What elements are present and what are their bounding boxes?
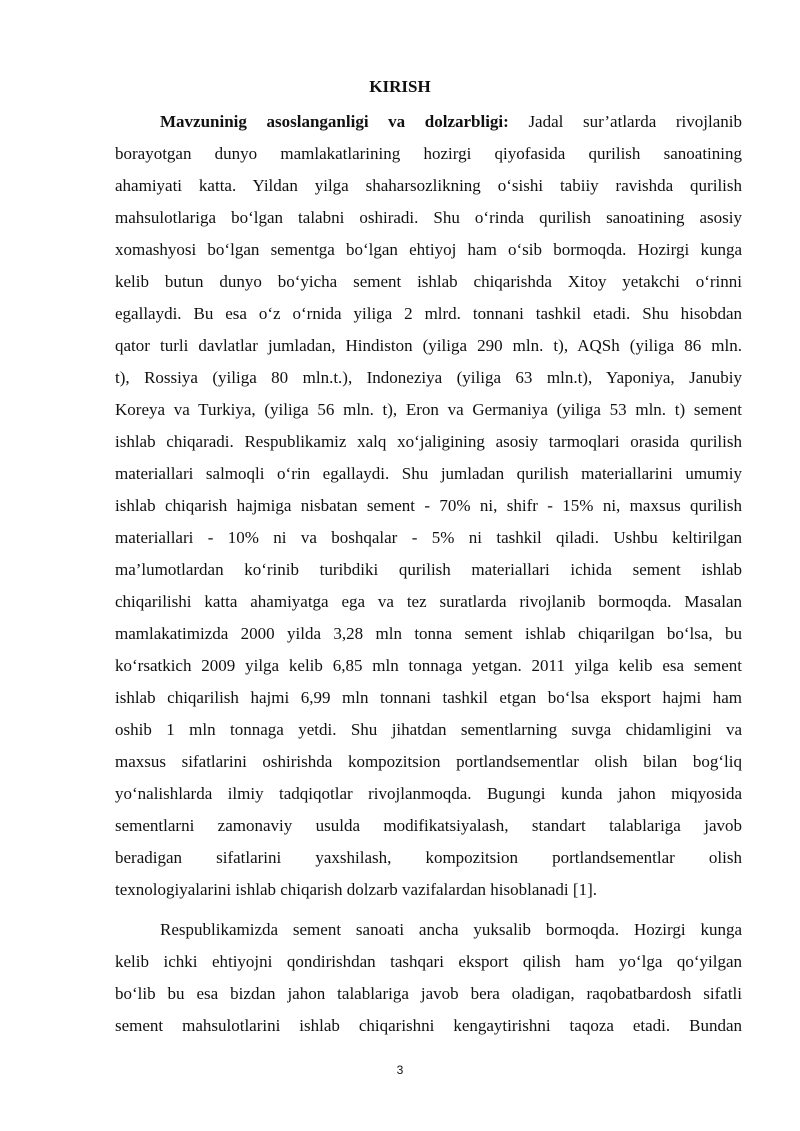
paragraph-line: ahamiyati katta. Yildan yilga shaharsozlikning o‘sishi tabiiy ravishda qurilish (115, 176, 742, 195)
page-number: 3 (396, 1063, 404, 1077)
paragraph-line: mahsulotlariga bo‘lgan talabni oshiradi. Shu o‘rinda qurilish sanoatining asosiy (115, 208, 742, 227)
paragraph-line: kelib butun dunyo bo‘yicha sement ishlab chiqarishda Xitoy yetakchi o‘rinni (115, 272, 742, 291)
paragraph-line: kelib ichki ehtiyojni qondirishdan tashqari eksport qilish ham yo‘lga qo‘yilgan (115, 952, 742, 971)
paragraph-line: sementlarni zamonaviy usulda modifikatsiyalash, standart talablariga javob (115, 816, 742, 835)
paragraph-line: xomashyosi bo‘lgan sementga bo‘lgan ehtiyoj ham o‘sib bormoqda. Hozirgi kunga (115, 240, 742, 259)
paragraph-line (160, 110, 742, 134)
paragraph-line: maxsus sifatlarini oshirishda kompozitsion portlandsementlar olish bilan bog‘liq (115, 752, 742, 771)
paragraph-line: egallaydi. Bu esa o‘z o‘rnida yiliga 2 mlrd. tonnani tashkil etadi. Shu hisobdan (115, 304, 742, 323)
paragraph-line: ma’lumotlardan ko‘rinib turibdiki qurilish materiallari ichida sement ishlab (115, 560, 742, 579)
paragraph-line: chiqarilishi katta ahamiyatga ega va tez suratlarda rivojlanib bormoqda. Masalan (115, 592, 742, 611)
paragraph-line: ishlab chiqarish hajmiga nisbatan sement - 70% ni, shifr - 15% ni, maxsus qurilish (115, 496, 742, 515)
paragraph-line: texnologiyalarini ishlab chiqarish dolzarb vazifalardan hisoblanadi [1]. (115, 880, 597, 899)
paragraph-line: Respublikamizda sement sanoati ancha yuksalib bormoqda. Hozirgi kunga (160, 920, 742, 939)
paragraph-line: ishlab chiqarilish hajmi 6,99 mln tonnani tashkil etgan bo‘lsa eksport hajmi ham (115, 688, 742, 707)
paragraph-line: t), Rossiya (yiliga 80 mln.t.), Indoneziya (yiliga 63 mln.t), Yaponiya, Janubiy (115, 368, 742, 387)
paragraph-line: ishlab chiqaradi. Respublikamiz xalq xo‘jaligining asosiy tarmoqlari orasida qurilish (115, 432, 742, 451)
paragraph-line: mamlakatimizda 2000 yilda 3,28 mln tonna sement ishlab chiqarilgan bo‘lsa, bu (115, 624, 742, 643)
paragraph-line: bo‘lib bu esa bizdan jahon talablariga javob bera oladigan, raqobatbardosh sifatli (115, 984, 742, 1003)
section-title: KIRISH (369, 77, 431, 96)
paragraph-line: sement mahsulotlarini ishlab chiqarishni kengaytirishni taqoza etadi. Bundan (115, 1016, 742, 1035)
paragraph-line: ko‘rsatkich 2009 yilga kelib 6,85 mln tonnaga yetgan. 2011 yilga kelib esa sement (115, 656, 742, 675)
line-text: Jadal sur’atlarda rivojlanib (508, 112, 742, 131)
paragraph-line: beradigan sifatlarini yaxshilash, kompozitsion portlandsementlar olish (115, 848, 742, 867)
paragraph-line: qator turli davlatlar jumladan, Hindiston (yiliga 290 mln. t), AQSh (yiliga 86 mln. (115, 336, 742, 355)
lead-phrase: Mavzuninig asoslanganligi va dolzarbligi: (160, 112, 509, 131)
paragraph-line: oshib 1 mln tonnaga yetdi. Shu jihatdan sementlarning suvga chidamligini va (115, 720, 742, 739)
paragraph-line: yo‘nalishlarda ilmiy tadqiqotlar rivojlanmoqda. Bugungi kunda jahon miqyosida (115, 784, 742, 803)
paragraph-line: Koreya va Turkiya, (yiliga 56 mln. t), Eron va Germaniya (yiliga 53 mln. t) sement (115, 400, 742, 419)
paragraph-line: borayotgan dunyo mamlakatlarining hozirgi qiyofasida qurilish sanoatining (115, 144, 742, 163)
paragraph-line: materiallari salmoqli o‘rin egallaydi. Shu jumladan qurilish materiallarini umumiy (115, 464, 742, 483)
paragraph-line: materiallari - 10% ni va boshqalar - 5% ni tashkil qiladi. Ushbu keltirilgan (115, 528, 742, 547)
